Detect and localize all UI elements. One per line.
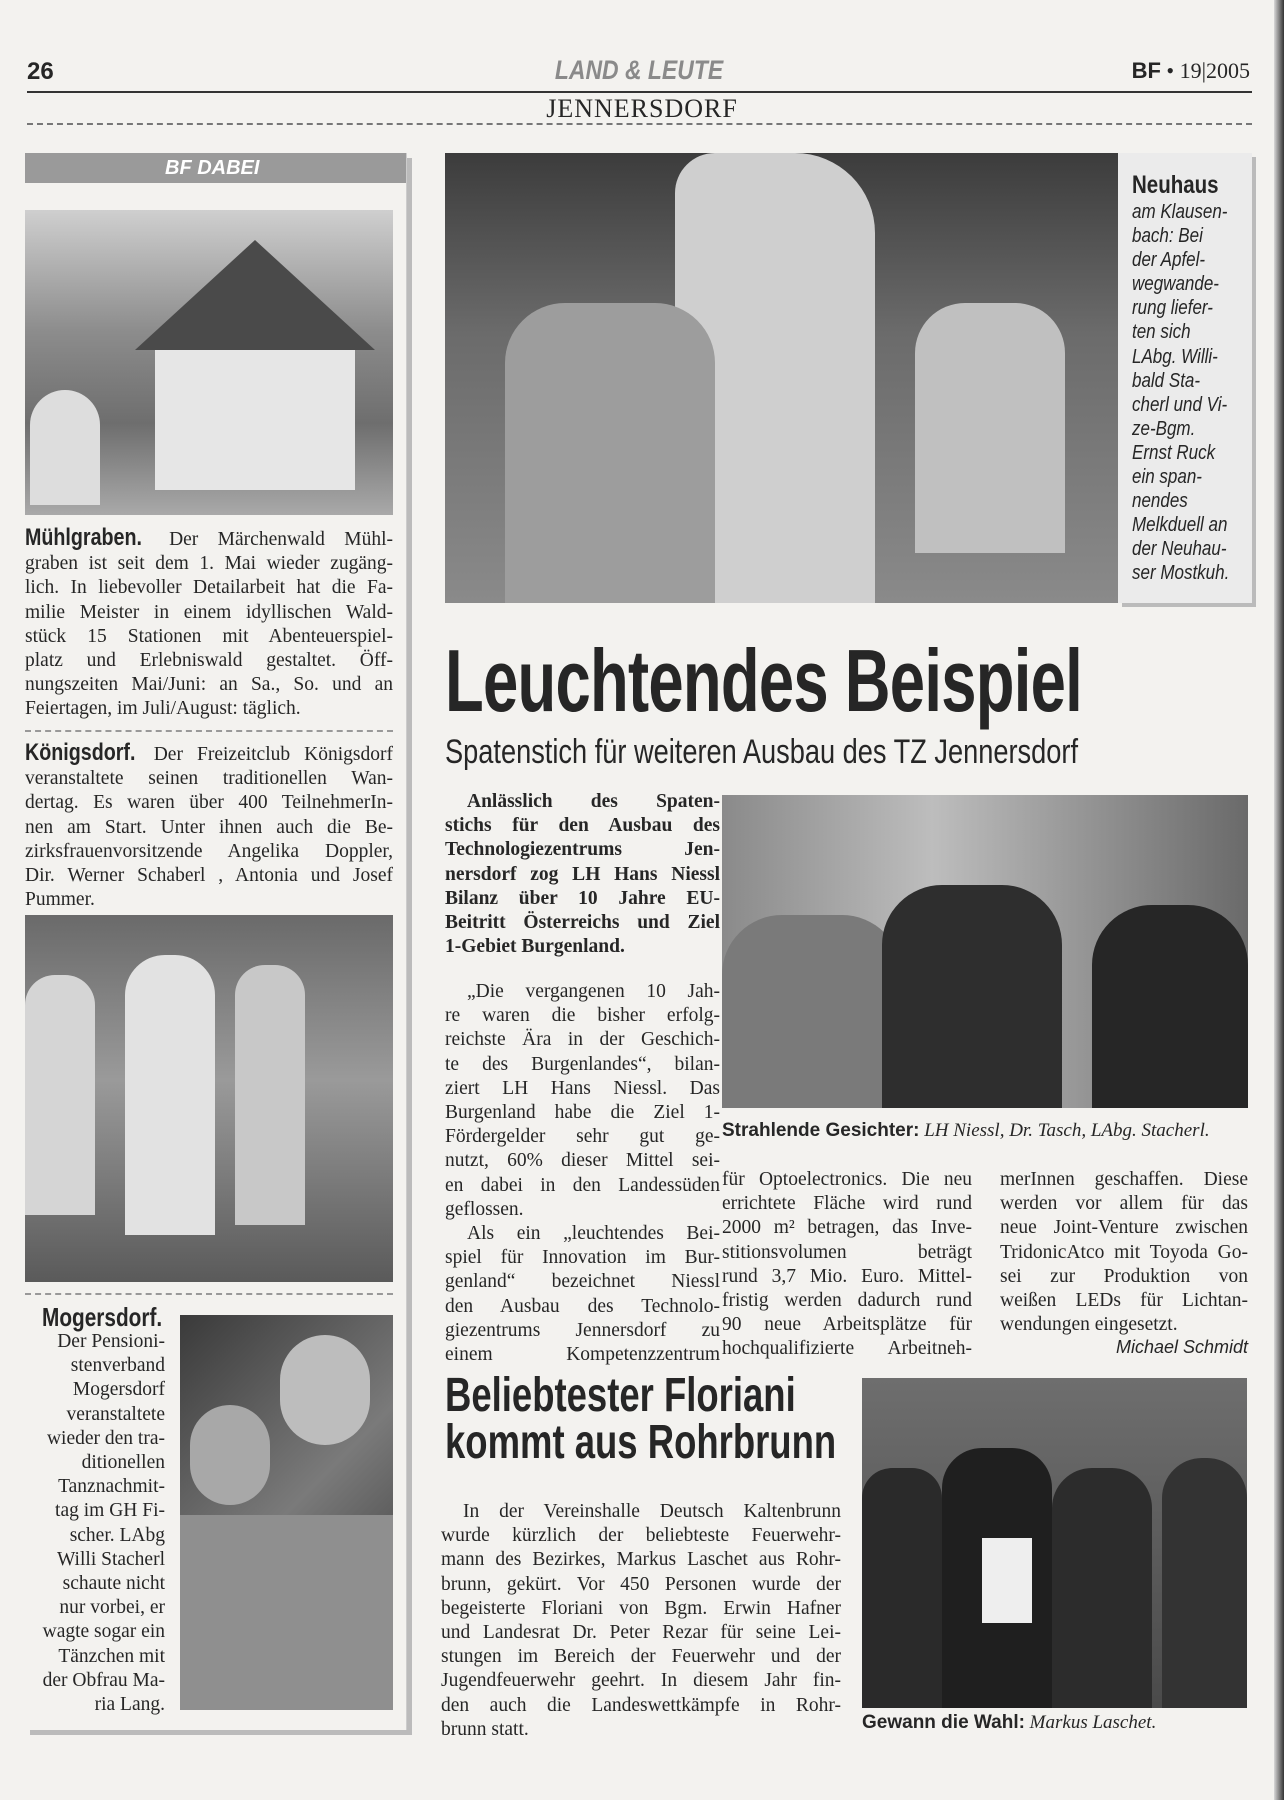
text-line: nungszeiten Mai/Juni: an Sa., So. und an [25,674,393,696]
text-line: nendes [1132,490,1188,513]
text-line: brunn, gekürt. Vor 450 Personen wurde der [441,1573,841,1595]
text-line: begeisterte Floriani von Bgm. Erwin Hafner [441,1597,841,1619]
text-line: Beitritt Österreichs und Ziel [445,912,720,934]
text-line: stenverband [70,1355,165,1377]
text-line: Fördergelder sehr gut ge- [445,1126,720,1148]
photo-strahlende-gesichter [722,795,1248,1108]
text-line: te des Burgenlandes“, bilan- [445,1053,720,1075]
text-line: lich. In liebevoller Detailarbeit hat die Fa- [25,577,393,599]
text-line: milie Meister in einem idyllischen Wald- [25,601,393,623]
second-headline [445,1369,837,1469]
caption-text: LH Niessl, Dr. Tasch, LAbg. Stacherl. [924,1120,1210,1141]
text-line: ze-Bgm. [1132,417,1196,440]
text-line: stück 15 Stationen mit Abenteuerspiel- [25,625,393,647]
photo-caption [862,1712,1156,1734]
text-line: scher. LAbg [69,1524,165,1546]
photo-melkduell-mostkuh [445,153,1118,603]
issue-number: 19|2005 [1179,58,1250,83]
text-line: In der Vereinshalle Deutsch Kaltenbrunn [463,1501,841,1522]
mogersdorf-lead: Mogersdorf. [42,1302,163,1332]
text-line: Pummer. [25,889,95,911]
header-dashed-rule [27,123,1252,125]
text-line: genland“ bezeichnet Niessl [445,1271,720,1293]
text-line: spiel für Innovation im Bur- [445,1247,720,1269]
text-line: den auch die Landeswettkämpfe in Rohr- [441,1694,841,1716]
scan-page-edge [1274,0,1284,1800]
photo-caption [722,1120,1210,1142]
text-line: ser Mostkuh. [1132,562,1230,585]
text-line: rund 3,7 Mio. Euro. Mittel- [722,1265,972,1287]
divider [25,1293,393,1295]
text-line: ten sich [1132,321,1191,344]
text-line: tag im GH Fi- [55,1500,165,1522]
text-line: geflossen. [445,1198,524,1220]
text-line: bald Sta- [1132,369,1201,392]
main-subheadline: Spatenstich für weiteren Ausbau des TZ Jennersdorf [445,733,1079,771]
koenigsdorf-lead: Königsdorf. [25,739,136,766]
text-line: Anlässlich des Spaten- [467,791,720,812]
text-line: neue Joint-Venture zwischen [1000,1217,1248,1239]
text-line [25,526,393,552]
text-line: sei zur Produktion von [1000,1265,1248,1287]
text-line: der Apfel- [1132,249,1206,272]
text-line: am Klausen- [1132,201,1228,223]
text-line: wendungen eingesetzt. [1000,1314,1178,1336]
text-line: stungen im Bereich der Feuerwehr und der [441,1646,841,1668]
photo-markus-laschet [862,1378,1247,1708]
text-line: ditionellen [81,1452,165,1474]
text-line: mann des Bezirkes, Markus Laschet aus Rohr- [441,1549,841,1571]
text-line: Der Freizeitclub Königsdorf [153,744,394,765]
brand: BF [1131,58,1161,83]
region-title: JENNERSDORF [546,94,738,123]
text-line: bach: Bei [1132,225,1203,248]
text-line: ria Lang. [94,1694,165,1716]
text-line: ein span- [1132,466,1202,489]
text-line: zirksfrauenvorsitzende Angelika Doppler, [25,840,393,862]
text-line: Jugendfeuerwehr geehrt. In diesem Jahr fin- [441,1670,841,1692]
text-line: re waren die bisher erfolg- [445,1005,720,1027]
text-line: nersdorf zog LH Hans Niessl [445,863,720,885]
text-line: nur vorbei, er [59,1597,165,1619]
page-number: 26 [27,58,54,85]
issue-info: BF • 19|2005 [1131,58,1250,83]
text-line: 90 neue Arbeitsplätze für [722,1314,972,1336]
text-line: LAbg. Willi- [1132,345,1218,368]
article-intro [445,790,720,959]
text-line: stitionsvolumen beträgt [722,1241,972,1263]
caption-lead: Neuhaus [1132,171,1219,199]
text-line: hochqualifizierte Arbeitneh- [722,1338,972,1360]
text-line: errichtete Fläche wird rund [722,1193,972,1215]
text-line: dertag. Es waren über 400 TeilnehmerIn- [25,792,393,814]
text-line: veranstaltete [66,1403,165,1425]
article-column-3 [1000,1168,1248,1358]
koenigsdorf-text [25,741,393,912]
text-line: für Optoelectronics. Die neu [722,1169,972,1190]
header-rule [27,91,1252,93]
text-line [25,741,393,767]
text-line: Bilanz über 10 Jahre EU- [445,887,720,909]
text-line: rung liefer- [1132,297,1213,320]
headline-line-2: kommt aus Rohrbrunn [445,1416,837,1469]
text-line: Tanznachmit- [58,1476,165,1498]
section-title: LAND & LEUTE [554,55,724,85]
text-line: nutzt, 60% dieser Mittel sei- [445,1150,720,1172]
neuhaus-caption [1118,153,1252,603]
sidebar-title: BF DABEI [25,153,406,183]
text-line: cherl und Vi- [1132,393,1228,416]
text-line: Tänzchen mit [58,1645,165,1667]
photo-wandertag-group [25,915,393,1282]
text-line: ziert LH Hans Niessl. Das [445,1077,720,1099]
text-line: en dabei in den Landessüden [445,1174,720,1196]
text-line: Der Märchenwald Mühl- [169,529,394,550]
text-line: reichste Ära in der Geschich- [445,1029,720,1051]
text-line: Der Pensioni- [57,1331,165,1352]
caption-text: Markus Laschet. [1029,1712,1157,1733]
text-line: Ernst Ruck [1132,441,1216,464]
text-line: den Ausbau des Technolo- [445,1295,720,1317]
text-line: 1-Gebiet Burgenland. [445,936,625,958]
text-line: merInnen geschaffen. Diese [1000,1169,1248,1190]
text-line: werden vor allem für das [1000,1193,1248,1215]
text-line: einem Kompetenzzentrum [445,1344,720,1366]
text-line: TridonicAtco mit Toyoda Go- [1000,1241,1248,1263]
text-line: Dir. Werner Schaberl , Antonia und Josef [25,865,393,887]
text-line: Feiertagen, im Juli/August: täglich. [25,698,301,720]
author: Michael Schmidt [1115,1337,1248,1358]
main-headline: Leuchtendes Beispiel [445,631,1082,730]
text-line: nen am Start. Unter ihnen auch die Be- [25,816,393,838]
text-line: schaute nicht [62,1573,165,1595]
text-line: graben ist seit dem 1. Mai wieder zugäng- [25,553,393,575]
muehlgraben-text [25,526,393,722]
text-line: der Neuhau- [1132,538,1227,561]
text-line: 2000 m² betragen, das Inve- [722,1217,972,1239]
text-line: veranstaltete seinen traditionellen Wan- [25,768,393,790]
mogersdorf-text [25,1330,165,1717]
text-line: Melkduell an [1132,514,1228,537]
muehlgraben-lead: Mühlgraben. [25,524,142,551]
text-line: Burgenland habe die Ziel 1- [445,1102,720,1124]
text-line: platz und Erlebniswald gestaltet. Öff- [25,650,393,672]
divider [25,730,393,732]
text-line: Mogersdorf [72,1379,165,1401]
text-line: wegwande- [1132,273,1219,296]
text-line: fristig werden dadurch rund [722,1290,972,1312]
photo-tanznachmittag [180,1315,393,1710]
text-line: weißen LEDs für Lichtan- [1000,1290,1248,1312]
text-line: stichs für den Ausbau des [445,815,720,837]
headline-line-1: Beliebtester Floriani [445,1369,796,1422]
text-line: giezentrums Jennersdorf zu [445,1319,720,1341]
text-line: der Obfrau Ma- [42,1669,165,1691]
article-column-2 [722,1168,972,1362]
text-line: Willi Stacherl [56,1548,165,1570]
text-line: brunn statt. [441,1718,529,1740]
photo-maerchenwald-house [25,210,393,515]
second-article-body [441,1500,841,1742]
article-column-1 [445,980,720,1367]
text-line: und Landesrat Dr. Peter Rezar für seine Lei- [441,1622,841,1644]
text-line: „Die vergangenen 10 Jah- [467,981,720,1002]
text-line: wurde kürzlich der beliebteste Feuerwehr- [441,1525,841,1547]
text-line: wieder den tra- [46,1427,165,1449]
caption-lead: Strahlende Gesichter: [722,1120,920,1141]
caption-lead: Gewann die Wahl: [862,1712,1025,1733]
text-line: Technologiezentrums Jen- [445,839,720,861]
text-line: Als ein „leuchtendes Bei- [467,1223,720,1245]
text-line: wagte sogar ein [42,1621,165,1643]
